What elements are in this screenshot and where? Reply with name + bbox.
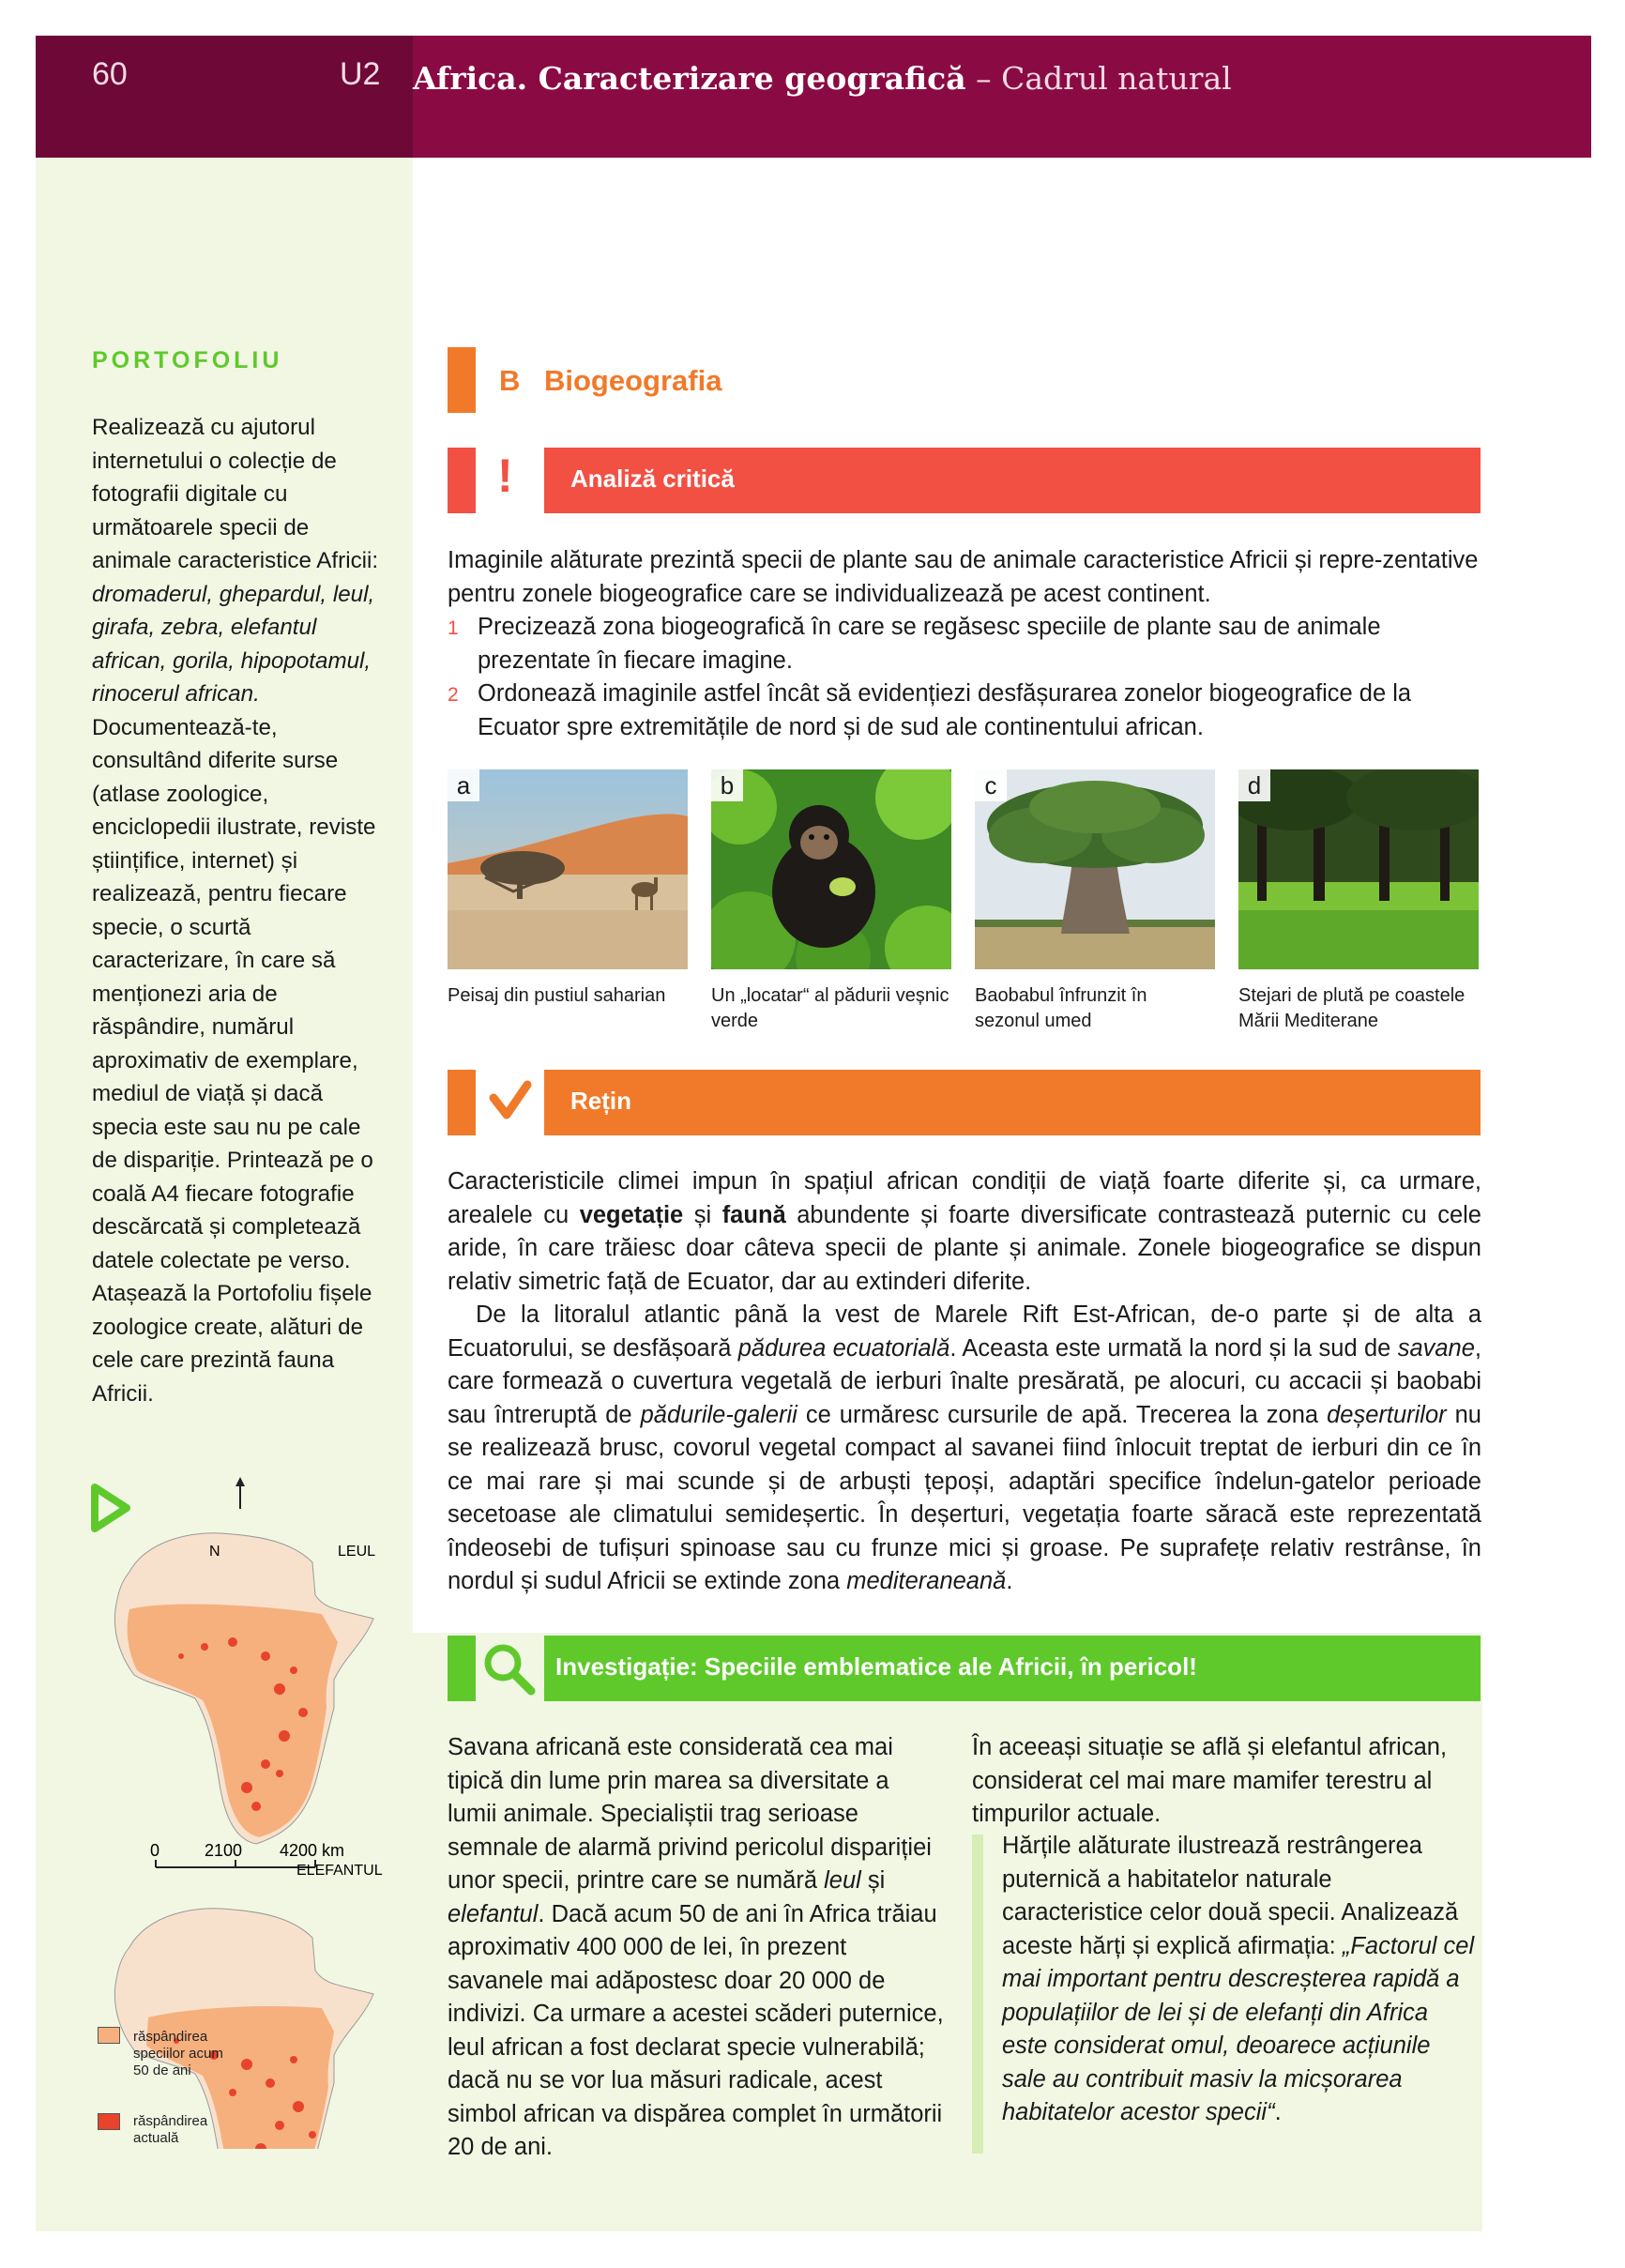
photo-letter: b <box>711 769 743 801</box>
photo-letter: a <box>448 769 479 801</box>
north-label: N <box>209 1544 220 1560</box>
page-header <box>36 36 1591 158</box>
magnifier-icon <box>480 1640 537 1698</box>
legend-swatch-current <box>98 2113 120 2130</box>
section-title: Biogeografia <box>544 364 722 397</box>
legend-label-past: răspândirea speciilor acum 50 de ani <box>133 2029 223 2078</box>
investigation-label: Investigație: Speciile emblematice ale Africii, în pericol! <box>555 1652 1197 1681</box>
retin-label: Rețin <box>570 1087 631 1115</box>
retin-text <box>448 1165 1481 1599</box>
legend-swatch-past <box>98 2027 120 2044</box>
question-text: Ordonează imaginile astfel încât să evidențiezi desfășurarea zonelor biogeografice de la Ecuator spre extremitățile de nord și de sud ale continentului african. <box>478 680 1412 740</box>
lion-map-label: LEUL <box>338 1544 376 1560</box>
exclamation-icon: ! <box>497 449 513 502</box>
photo-caption: Un „locatar“ al pădurii veșnic verde <box>711 985 949 1031</box>
italic-term: deșerturilor <box>1327 1401 1447 1428</box>
photo-baobab <box>975 769 1215 969</box>
portfolio-text-rest: Documentează-te, consultând diferite surse (atlase zoologice, enciclopedii ilustrate, reviste științifice, internet) și realizează, pentru fiecare specie, o scurtă caracterizare, în care să menționezi aria de răspândire, numărul aproximativ de exemplare, mediul de viață și dacă specia este sau nu pe cale de dispariție. Printează pe o coală A4 fiecare fotografie descărcată și completează datele colectate pe verso. Atașează la Portofoliu fișele zoologice create, alături de cele care prezintă fauna Africii. <box>92 714 376 1407</box>
italic-quote: „Factorul cel mai important pentru descreșterea rapidă a populațiilor de lei și de elefanți din Africa este considerat omul, deoarece acțiunile sale au contribuit masiv la micșorarea habitatelor acestor specii“ <box>1002 1932 1475 2125</box>
elephant-range-map <box>114 1863 382 2149</box>
investigation-column-1 <box>448 1731 945 2165</box>
header-left-panel <box>36 36 413 158</box>
text-run: De la litoralul atlantic până la vest de Marele Rift Est-African, de-o parte și de alta a Ecuatorului, se desfășoară <box>448 1301 1481 1362</box>
legend-label-current: răspândirea actuală <box>133 2113 208 2146</box>
text-run: . <box>1006 1568 1013 1594</box>
critical-marker <box>448 448 476 513</box>
section-b-marker <box>448 347 476 413</box>
retin-marker <box>448 1070 476 1135</box>
text-run: ce urmăresc cursurile de apă. Trecerea la zona <box>797 1401 1328 1428</box>
portfolio-species: dromaderul, ghepardul, leul, girafa, zebra, elefantul african, gorila, hipopotamul, rinocerul african. <box>92 581 375 707</box>
question-number: 1 <box>448 617 459 639</box>
italic-term: elefantul <box>448 1900 539 1927</box>
task-side-bar <box>972 1834 983 2154</box>
photo-caption: Stejari de plută pe coastele Mării Mediterane <box>1238 985 1466 1031</box>
section-letter: B <box>499 364 521 397</box>
page-number: 60 <box>92 56 128 92</box>
critical-intro: Imaginile alăturate prezintă specii de plante sau de animale caracteristice Africii și repre-zentative pentru zonele biogeografice care se individualizează pe acest continent. <box>448 547 1479 607</box>
question-item <box>448 677 1481 740</box>
italic-term: pădurea ecuatorială <box>737 1334 950 1362</box>
text-run: Savana africană este considerată cea mai tipică din lume prin marea sa diversitate a lumii animale. Specialiștii trag serioase semnale de alarmă privind pericolul dispariției unor specii, printre care se numără <box>448 1734 932 1894</box>
italic-term: mediteraneană <box>846 1568 1007 1594</box>
portfolio-text-intro: Realizează cu ajutorul internetului o colecție de fotografii digitale cu următoarele specii de animale caracteristice Africii: <box>92 415 379 573</box>
text-run: Hărțile alăturate ilustrează restrângerea puternică a habitatelor naturale caracteristice celor două specii. Analizează aceste hărți și explică afirmația: <box>1002 1833 1459 1959</box>
north-arrow-icon <box>235 1477 245 1509</box>
italic-term: pădurile-galerii <box>640 1401 797 1428</box>
photo-caption: Baobabul înfrunzit în sezonul umed <box>975 985 1147 1031</box>
bold-term: faună <box>721 1201 786 1228</box>
retin-paragraph <box>448 1299 1481 1599</box>
checkmark-icon <box>488 1077 533 1126</box>
italic-term: savane <box>1397 1334 1475 1362</box>
retin-banner <box>544 1070 1481 1135</box>
text-run: . Aceasta este urmată la nord și la sud de <box>949 1334 1398 1362</box>
critical-label: Analiză critică <box>570 464 735 493</box>
photo-letter: c <box>975 769 1007 801</box>
unit-label: U2 <box>340 56 381 92</box>
title-main: Africa. Caracterizare geografică <box>413 60 966 97</box>
photo-cork-oaks <box>1238 769 1479 969</box>
bold-term: vegetație <box>579 1201 684 1228</box>
investigation-column-2: În aceeași situație se află și elefantul african, considerat cel mai mare mamifer terestru al timpurilor actuale. <box>972 1734 1448 1827</box>
page-title <box>413 60 1232 97</box>
photo-letter: d <box>1238 769 1270 801</box>
scale-label-1: 2100 <box>205 1841 243 1860</box>
photo-sahara-desert <box>448 769 688 969</box>
question-item <box>448 611 1481 674</box>
text-run: Caracteristicile climei impun în spațiul african condiții de viață foarte diferite și, ca urmare, arealele cu <box>448 1168 1481 1228</box>
portfolio-title: PORTOFOLIU <box>92 347 283 373</box>
investigation-marker <box>448 1636 476 1701</box>
question-text: Precizează zona biogeografică în care se regăsesc speciile de plante sau de animale prezentate în fiecare imagine. <box>478 614 1381 674</box>
text-run: nu se realizează brusc, covorul vegetal compact al savanei fiind înlocuit treptat de ierburi din ce în ce mai rare și mai scunde și de arbuști țepoși, adaptări specifice îndelun-gatelor perioade secetoase ale climatului semideșertic. În deșerturi, vegetația foarte săracă este reprezentată îndeosebi de tufișuri spinoase sau cu frunze mici și groase. Pe suprafețe relativ restrânse, în nordul și sudul Africii se extinde zona <box>448 1401 1481 1594</box>
title-sub: – Cadrul natural <box>965 60 1232 97</box>
lion-range-map <box>114 1533 375 1844</box>
photo-chimpanzee <box>711 769 951 969</box>
text-run: . <box>1274 2099 1282 2125</box>
text-run: și <box>683 1201 722 1228</box>
scale-label-2: 4200 km <box>280 1841 345 1860</box>
investigation-task <box>1002 1830 1476 2130</box>
retin-paragraph <box>448 1165 1481 1299</box>
question-number: 2 <box>448 684 459 706</box>
text-run: abundente și foarte diversificate contrastează puternic cu cele aride, în care trăiesc doar câteva specii de plante și animale. Zonele biogeografice se dispun relativ simetric față de Ecuator, dar au extinderi diferite. <box>448 1201 1481 1295</box>
portfolio-text <box>92 411 387 1410</box>
text-run: , care formează o cuvertura vegetală de ierburi înalte presărată, pe alocuri, cu accacii și baobabi sau întreruptă de <box>448 1334 1482 1428</box>
text-run: și <box>860 1867 886 1894</box>
text-run: . Dacă acum 50 de ani în Africa trăiau aproximativ 400 000 de lei, în prezent savanele mai adăpostesc doar 20 000 de indivizi. Ca urmare a acestei scăderi puternice, leul african a fost declarat specie vulnerabilă; dacă nu se vor lua măsuri radicale, acest simbol african va dispărea complet în următorii 20 de ani. <box>448 1900 944 2160</box>
photo-caption: Peisaj din pustiul saharian <box>448 985 666 1006</box>
italic-term: leul <box>824 1867 861 1894</box>
scale-label-0: 0 <box>150 1841 160 1860</box>
elephant-map-label: ELEFANTUL <box>296 1863 383 1879</box>
